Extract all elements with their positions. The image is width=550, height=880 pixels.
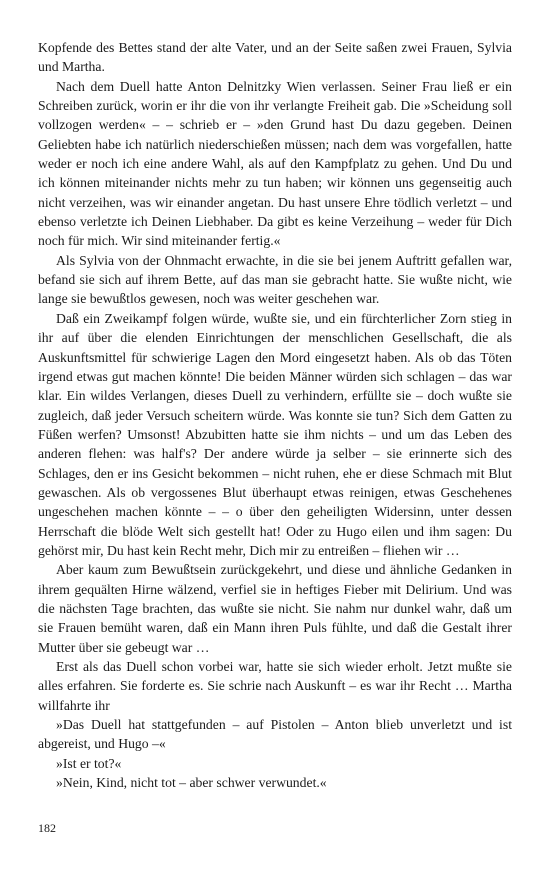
paragraph: Erst als das Duell schon vorbei war, hatte sie sich wieder erholt. Jetzt mußte sie alles erfahren. Sie forderte es. Sie schrie nach Auskunft – es war ihr Recht … Martha willfahrte ihr (38, 659, 512, 713)
paragraph-continued: Kopfende des Bettes stand der alte Vater, und an der Seite saßen zwei Frauen, Sylvia und Martha. (38, 40, 512, 75)
body-text (38, 38, 512, 792)
dialogue-line: »Nein, Kind, nicht tot – aber schwer verwundet.« (56, 775, 327, 791)
paragraph: Aber kaum zum Bewußtsein zurückgekehrt, und diese und ähnliche Gedanken in ihrem gequälten Hirne wälzend, verfiel sie in heftiges Fieber mit Delirium. Und was die nächsten Tage brachten, das wußte sie nicht. Sie nahm nur dunkel wahr, daß um sie Frauen bemüht waren, daß ein Mann ihren Puls fühlte, und daß die Gestalt ihrer Mutter über sie gebeugt war … (38, 562, 512, 655)
paragraph: Daß ein Zweikampf folgen würde, wußte sie, und ein fürchterlicher Zorn stieg in ihr auf über die elenden Einrichtungen der menschlichen Gesellschaft, die als Auskunftsmittel für schwierige Lagen den Mord eingesetzt haben. Als ob das Töten irgend etwas gut machen könnte! Die beiden Männer würden sich schlagen – das war klar. Ein wildes Verlangen, dieses Duell zu verhindern, erfüllte sie – doch wußte sie zugleich, daß jeder Versuch scheitern würde. Was konnte sie tun? Sich dem Gatten zu Füßen werfen? Umsonst! Abzubitten hatte sie ihm nichts – und um das Leben des anderen flehen: was half's? Der andere würde ja selber – sie erinnerte sich des Schlages, den er ins Gesicht bekommen – nicht ruhen, ehe er diese Schmach mit Blut gewaschen. Als ob vergossenes Blut überhaupt etwas reinigen, etwas Geschehenes ungeschehen machen könnte – – o über den geheiligten Widersinn, unter dessen Herrschaft die blöde Welt sich gestellt hat! Oder zu Hugo eilen und ihm sagen: Du gehörst mir, Du hast kein Recht mehr, Dich mir zu entreißen – fliehen wir … (38, 310, 512, 558)
paragraph: Nach dem Duell hatte Anton Delnitzky Wien verlassen. Seiner Frau ließ er ein Schreiben zurück, worin er ihr die von ihr verlangte Freiheit gab. Die »Scheidung soll vollzogen werden« – – schrieb er – »den Grund hast Du dazu gegeben. Deinen Geliebten habe ich natürlich niederschießen müssen; nach dem was vorgefallen, hatte weder er noch ich eine andere Wahl, als auf den Kampfplatz zu gehen. Und Du und ich können miteinander nichts mehr zu tun haben; wir können uns gegenseitig auch nicht verzeihen, was wir einander angetan. Du hast unsere Ehre tödlich verletzt – und ebenso verletzte ich Deinen Liebhaber. Da gibt es keine Verzeihung – weder für Dich noch für mich. Wir sind miteinander fertig.« (38, 78, 512, 249)
dialogue-line: »Das Duell hat stattgefunden – auf Pistolen – Anton blieb unverletzt und ist abgereist, und Hugo –« (38, 717, 512, 752)
page-number: 182 (38, 821, 56, 835)
dialogue-line: »Ist er tot?« (56, 755, 122, 771)
paragraph: Als Sylvia von der Ohnmacht erwachte, in die sie bei jenem Auftritt gefallen war, befand sie sich auf ihrem Bette, auf das man sie gebracht hatte. Sie wußte nicht, wie lange sie bewußtlos gewesen, noch was weiter geschehen war. (38, 252, 512, 307)
